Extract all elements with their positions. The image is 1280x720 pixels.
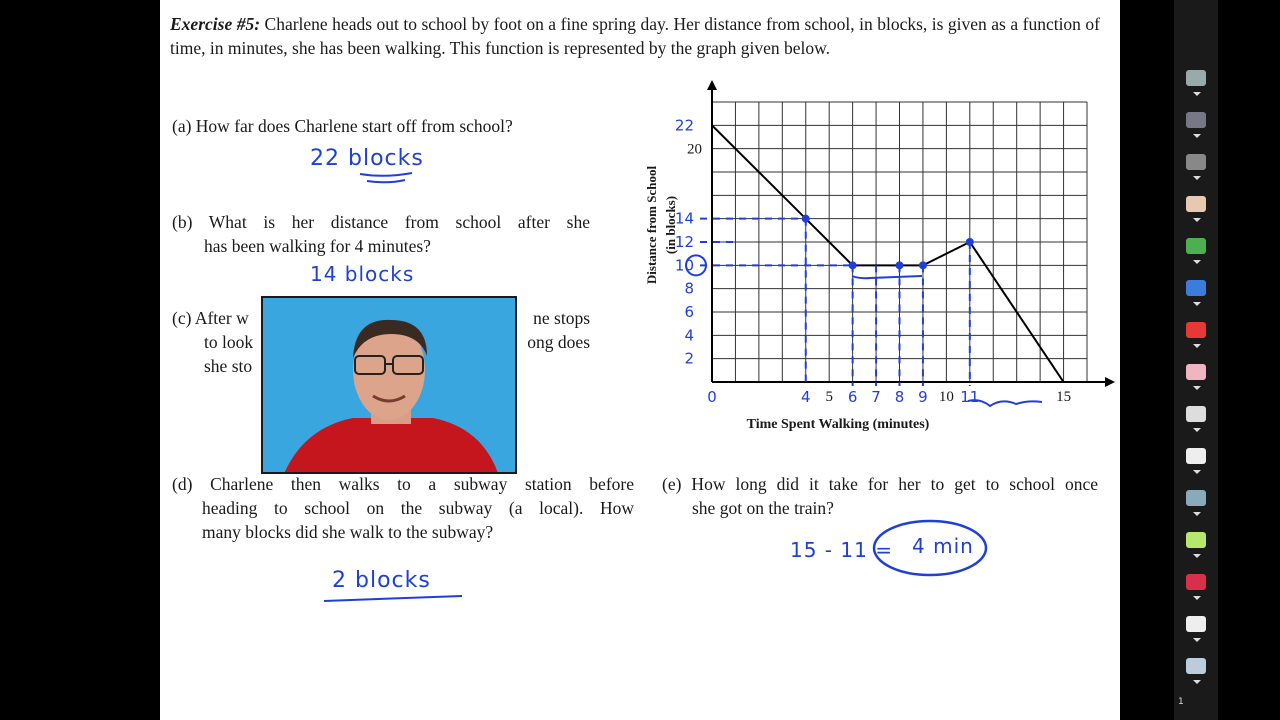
pointer-icon[interactable] <box>1186 406 1206 422</box>
eraser-icon[interactable] <box>1186 364 1206 380</box>
tool-dropdown-arrow-icon[interactable] <box>1193 344 1201 348</box>
data-point-marker <box>849 261 857 269</box>
data-point-marker <box>919 261 927 269</box>
question-e-line1: (e) How long did it take for her to get to school once <box>662 474 1098 494</box>
y-handwritten-2: 2 <box>684 349 694 368</box>
compass-icon[interactable] <box>1186 490 1206 506</box>
tool-dropdown-arrow-icon[interactable] <box>1193 470 1201 474</box>
y-tick-label: 20 <box>687 141 702 158</box>
tool-dropdown-arrow-icon[interactable] <box>1193 176 1201 180</box>
y-handwritten-14: 14 <box>674 209 694 228</box>
window-icon[interactable] <box>1186 448 1206 464</box>
y-handwritten-22: 22 <box>674 116 694 135</box>
answer-d-handwritten: 2 blocks <box>332 568 431 593</box>
page-icon[interactable] <box>1186 658 1206 674</box>
omega-icon[interactable] <box>1186 616 1206 632</box>
tool-dropdown-arrow-icon[interactable] <box>1193 638 1201 642</box>
x-handwritten-0: 0 <box>707 388 717 406</box>
highlighter-icon[interactable] <box>1186 238 1206 254</box>
x-handwritten-11: 11 <box>960 388 980 406</box>
tool-dropdown-arrow-icon[interactable] <box>1193 428 1201 432</box>
y-handwritten-8: 8 <box>684 279 694 298</box>
exercise-intro-text: Charlene heads out to school by foot on a fine spring day. Her distance from school, in blocks, is given as a function of time, in minutes, she has been walking. This function is represented by the graph given below. <box>170 14 1101 58</box>
graph-grid <box>712 102 1087 382</box>
y-axis-label-line2: (in blocks) <box>663 195 678 255</box>
question-d-line2: heading to school on the subway (a local). How <box>202 498 634 518</box>
tool-dropdown-arrow-icon[interactable] <box>1193 386 1201 390</box>
tool-dropdown-arrow-icon[interactable] <box>1193 92 1201 96</box>
worksheet-page <box>160 0 1120 720</box>
tool-dropdown-arrow-icon[interactable] <box>1193 512 1201 516</box>
color-icon[interactable] <box>1186 322 1206 338</box>
answer-e-expression: 15 - 11 = <box>790 538 893 562</box>
question-b-line1: (b) What is her distance from school after she <box>172 212 590 232</box>
answer-d-underline <box>324 596 462 601</box>
series-line <box>712 125 1064 382</box>
y-handwritten-12: 12 <box>674 233 694 251</box>
tool-dropdown-arrow-icon[interactable] <box>1193 596 1201 600</box>
answer-a-handwritten: 22 blocks <box>310 146 424 171</box>
tool-dropdown-arrow-icon[interactable] <box>1193 218 1201 222</box>
answer-a-underline <box>360 173 412 182</box>
question-d-line3: many blocks did she walk to the subway? <box>202 522 494 542</box>
page-number: 1 <box>1178 697 1184 707</box>
tool-dropdown-arrow-icon[interactable] <box>1193 680 1201 684</box>
record-icon[interactable] <box>1186 574 1206 590</box>
flat-segment-underline <box>852 276 922 278</box>
question-c-line2-start: to look <box>204 332 254 352</box>
tool-dropdown-arrow-icon[interactable] <box>1193 260 1201 264</box>
question-c-line2-end: ong does <box>527 332 590 352</box>
x-axis-arrow-icon <box>1105 377 1115 387</box>
shape-icon[interactable] <box>1186 154 1206 170</box>
tool-dropdown-arrow-icon[interactable] <box>1193 134 1201 138</box>
x-handwritten-4: 4 <box>800 388 811 406</box>
x-handwritten-7: 7 <box>871 388 881 406</box>
x-tick-label: 10 <box>938 389 954 405</box>
y-axis-arrow-icon <box>707 80 717 90</box>
x-axis-label: Time Spent Walking (minutes) <box>746 417 930 432</box>
y-handwritten-6: 6 <box>684 303 694 321</box>
move-icon[interactable] <box>1186 70 1206 86</box>
tool-dropdown-arrow-icon[interactable] <box>1193 554 1201 558</box>
data-point-marker <box>896 261 904 269</box>
answer-e-circle <box>874 521 986 575</box>
rectangle-icon[interactable] <box>1186 532 1206 548</box>
y-handwritten-4: 4 <box>684 326 694 345</box>
question-c-line3: she sto <box>204 356 253 376</box>
annotation-toolbar <box>1174 0 1218 720</box>
cube-icon[interactable] <box>1186 112 1206 128</box>
graph-series <box>712 125 1064 382</box>
y-handwritten-10: 10 <box>674 256 694 275</box>
question-c-line1-end: ne stops <box>533 308 590 328</box>
question-e-line2: she got on the train? <box>692 498 834 518</box>
question-a: (a) How far does Charlene start off from school? <box>172 116 513 136</box>
x-tick-label: 15 <box>1056 389 1072 405</box>
webcam-overlay[interactable] <box>261 296 517 474</box>
question-c-line1-start: (c) After w <box>172 308 249 328</box>
data-point-marker <box>802 215 810 223</box>
pencil-icon[interactable] <box>1186 196 1206 212</box>
x-handwritten-9: 9 <box>918 388 928 406</box>
graph-handwriting <box>675 116 979 406</box>
question-d-line1: (d) Charlene then walks to a subway station before <box>172 474 634 494</box>
x-tick-label: 5 <box>825 389 833 405</box>
y-axis-label-line1: Distance from School <box>644 165 659 285</box>
answer-e-result: 4 min <box>912 534 974 558</box>
answer-b-handwritten: 14 blocks <box>310 262 415 286</box>
x-handwritten-6: 6 <box>847 388 858 406</box>
exercise-label: Exercise #5: <box>170 14 261 34</box>
presenter-video <box>263 298 517 474</box>
x-handwritten-8: 8 <box>894 388 905 406</box>
data-point-marker <box>966 238 974 246</box>
text-icon[interactable] <box>1186 280 1206 296</box>
tool-dropdown-arrow-icon[interactable] <box>1193 302 1201 306</box>
question-b-line2: has been walking for 4 minutes? <box>204 236 431 256</box>
